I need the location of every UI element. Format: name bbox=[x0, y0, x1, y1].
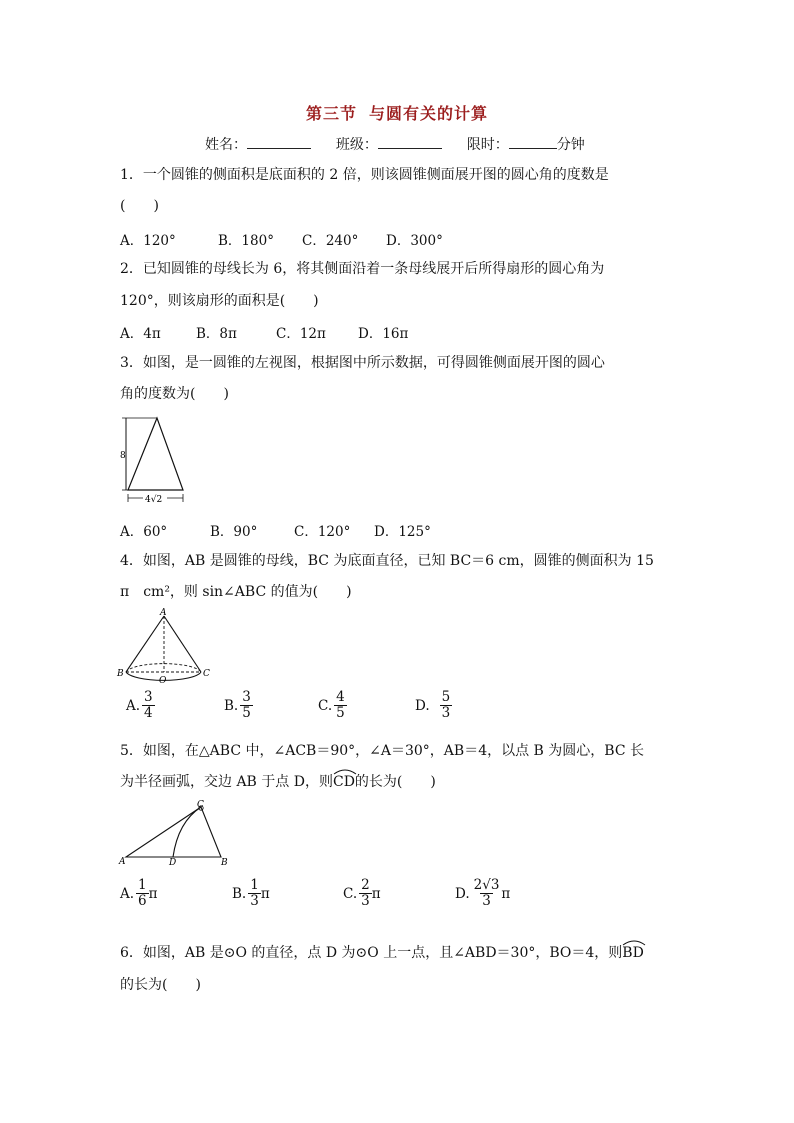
q1-option-d[interactable]: D．300° bbox=[386, 233, 443, 249]
q1-option-a[interactable]: A．120° bbox=[120, 233, 176, 249]
q3-cone-side-view-figure bbox=[114, 412, 194, 508]
q3-option-a[interactable]: A．60° bbox=[120, 524, 168, 540]
q5-label-b: B bbox=[221, 858, 228, 866]
denominator: 3 bbox=[482, 893, 491, 909]
denominator: 6 bbox=[138, 893, 147, 909]
pi-symbol: π bbox=[501, 885, 511, 902]
q3-options bbox=[120, 520, 431, 540]
denominator: 5 bbox=[242, 705, 251, 721]
q3-base-label: 4√2 bbox=[145, 495, 163, 505]
q3-triangle bbox=[128, 418, 183, 490]
q4-option-b-fraction bbox=[240, 690, 253, 721]
q5-label-a: A bbox=[119, 857, 126, 866]
q2-option-a[interactable]: A．4π bbox=[120, 326, 161, 342]
q2-text-line2: 120°，则该扇形的面积是( ) bbox=[120, 293, 319, 309]
arc-symbol-icon bbox=[622, 938, 646, 946]
q4-label-b: B bbox=[117, 669, 124, 679]
numerator: 2 bbox=[361, 877, 370, 893]
student-info-line bbox=[205, 134, 585, 154]
q5-option-c-fraction bbox=[359, 878, 372, 909]
q5-line2-post: 的长为( ) bbox=[354, 774, 436, 790]
q1-options bbox=[120, 229, 443, 249]
q4-option-c-label: C. bbox=[318, 697, 333, 714]
q2-option-b[interactable]: B．8π bbox=[196, 326, 237, 342]
q1-option-b[interactable]: B．180° bbox=[218, 233, 274, 249]
q5-option-d-fraction bbox=[472, 878, 502, 909]
numerator: 5 bbox=[441, 689, 451, 705]
pi-symbol: π bbox=[148, 885, 158, 902]
q1-text-line1: 1．一个圆锥的侧面积是底面积的 2 倍，则该圆锥侧面展开图的圆心角的度数是 bbox=[120, 167, 609, 183]
arc-symbol-icon bbox=[333, 767, 357, 775]
page-title bbox=[0, 101, 794, 124]
q4-base-back-arc bbox=[126, 664, 201, 672]
q4-option-d-label: D. bbox=[415, 697, 430, 714]
q4-option-d-fraction bbox=[440, 690, 453, 721]
class-label: 班级： bbox=[335, 137, 378, 153]
q5-option-c-label: C. bbox=[343, 885, 358, 902]
q1-text-line2: ( ) bbox=[120, 198, 159, 214]
q5-option-a[interactable] bbox=[120, 878, 158, 909]
q5-option-a-fraction bbox=[136, 878, 149, 909]
q5-arc-cd-text: CD bbox=[332, 774, 355, 790]
q4-option-d[interactable] bbox=[415, 690, 452, 721]
q4-option-b[interactable] bbox=[224, 690, 253, 721]
q5-option-d[interactable] bbox=[455, 878, 510, 909]
q1-option-c[interactable]: C．240° bbox=[302, 233, 359, 249]
numerator: 1 bbox=[250, 877, 259, 893]
denominator: 3 bbox=[250, 893, 259, 909]
numerator: 3 bbox=[144, 689, 153, 705]
q5-text-line1: 5．如图，在△ABC 中，∠ACB＝90°，∠A＝30°，AB＝4，以点 B 为圆心，BC 长 bbox=[120, 743, 645, 759]
q6-text-line2: 的长为( ) bbox=[120, 977, 201, 993]
name-label: 姓名： bbox=[205, 137, 247, 153]
numerator: 2√3 bbox=[473, 877, 500, 893]
section-topic: 与圆有关的计算 bbox=[369, 104, 489, 123]
q5-option-d-label: D. bbox=[455, 885, 470, 902]
q4-option-a-label: A. bbox=[126, 697, 141, 714]
q5-label-d: D bbox=[169, 858, 177, 866]
q5-label-c: C bbox=[197, 800, 204, 810]
q3-text-line1: 3．如图，是一圆锥的左视图，根据图中所示数据，可得圆锥侧面展开图的圆心 bbox=[120, 355, 605, 371]
q5-option-b-fraction bbox=[248, 878, 261, 909]
q4-option-c-fraction bbox=[334, 690, 347, 721]
pi-symbol: π bbox=[371, 885, 381, 902]
q5-option-b-label: B. bbox=[232, 885, 247, 902]
q6-text-line1 bbox=[120, 943, 644, 963]
q4-option-a[interactable] bbox=[126, 690, 155, 721]
q2-option-d[interactable]: D．16π bbox=[358, 326, 409, 342]
q4-option-b-label: B. bbox=[224, 697, 239, 714]
q4-cone-figure bbox=[114, 606, 214, 690]
numerator: 1 bbox=[138, 877, 147, 893]
q5-arc-cd bbox=[333, 772, 355, 792]
q5-text-line2 bbox=[120, 772, 436, 792]
q5-triangle-abc bbox=[126, 807, 221, 857]
q4-label-o: O bbox=[159, 676, 167, 686]
name-blank[interactable] bbox=[247, 134, 311, 149]
q4-label-a: A bbox=[160, 608, 167, 618]
q6-line1-pre: 6．如图，AB 是⊙O 的直径，点 D 为⊙O 上一点，且∠ABD＝30°，BO＝4，则 bbox=[120, 945, 623, 961]
q4-text-line2: π cm²，则 sin∠ABC 的值为( ) bbox=[120, 584, 352, 600]
time-blank[interactable] bbox=[509, 134, 557, 149]
q4-option-a-fraction bbox=[142, 690, 155, 721]
denominator: 3 bbox=[361, 893, 370, 909]
denominator: 4 bbox=[144, 705, 153, 721]
q3-height-label: 8 bbox=[120, 451, 126, 461]
q5-triangle-figure bbox=[114, 798, 234, 866]
q6-arc-bd bbox=[622, 943, 644, 963]
q2-text-line1: 2．已知圆锥的母线长为 6，将其侧面沿着一条母线展开后所得扇形的圆心角为 bbox=[120, 261, 605, 277]
q3-option-d[interactable]: D．125° bbox=[374, 524, 431, 540]
q5-option-a-label: A. bbox=[120, 885, 135, 902]
q4-option-c[interactable] bbox=[318, 690, 347, 721]
denominator: 5 bbox=[336, 705, 345, 721]
q5-option-b[interactable] bbox=[232, 878, 270, 909]
denominator: 3 bbox=[441, 705, 451, 721]
time-unit: 分钟 bbox=[556, 137, 585, 153]
pi-symbol: π bbox=[260, 885, 270, 902]
q6-arc-bd-text: BD bbox=[622, 945, 644, 961]
q5-option-c[interactable] bbox=[343, 878, 381, 909]
q3-option-b[interactable]: B．90° bbox=[210, 524, 258, 540]
q5-line2-pre: 为半径画弧，交边 AB 于点 D，则 bbox=[120, 774, 333, 790]
q2-options bbox=[120, 322, 408, 342]
numerator: 4 bbox=[336, 689, 345, 705]
q3-option-c[interactable]: C．120° bbox=[294, 524, 351, 540]
q4-label-c: C bbox=[203, 669, 210, 679]
class-blank[interactable] bbox=[378, 134, 442, 149]
q2-option-c[interactable]: C．12π bbox=[276, 326, 326, 342]
q5-arc-cd-drawing bbox=[173, 807, 201, 857]
section-label: 第三节 bbox=[305, 104, 357, 123]
numerator: 3 bbox=[242, 689, 251, 705]
time-label: 限时： bbox=[466, 137, 509, 153]
q4-text-line1: 4．如图，AB 是圆锥的母线，BC 为底面直径，已知 BC＝6 cm，圆锥的侧面积为 15 bbox=[120, 553, 654, 569]
q3-text-line2: 角的度数为( ) bbox=[120, 386, 229, 402]
q4-generatrix-ab bbox=[126, 616, 164, 672]
